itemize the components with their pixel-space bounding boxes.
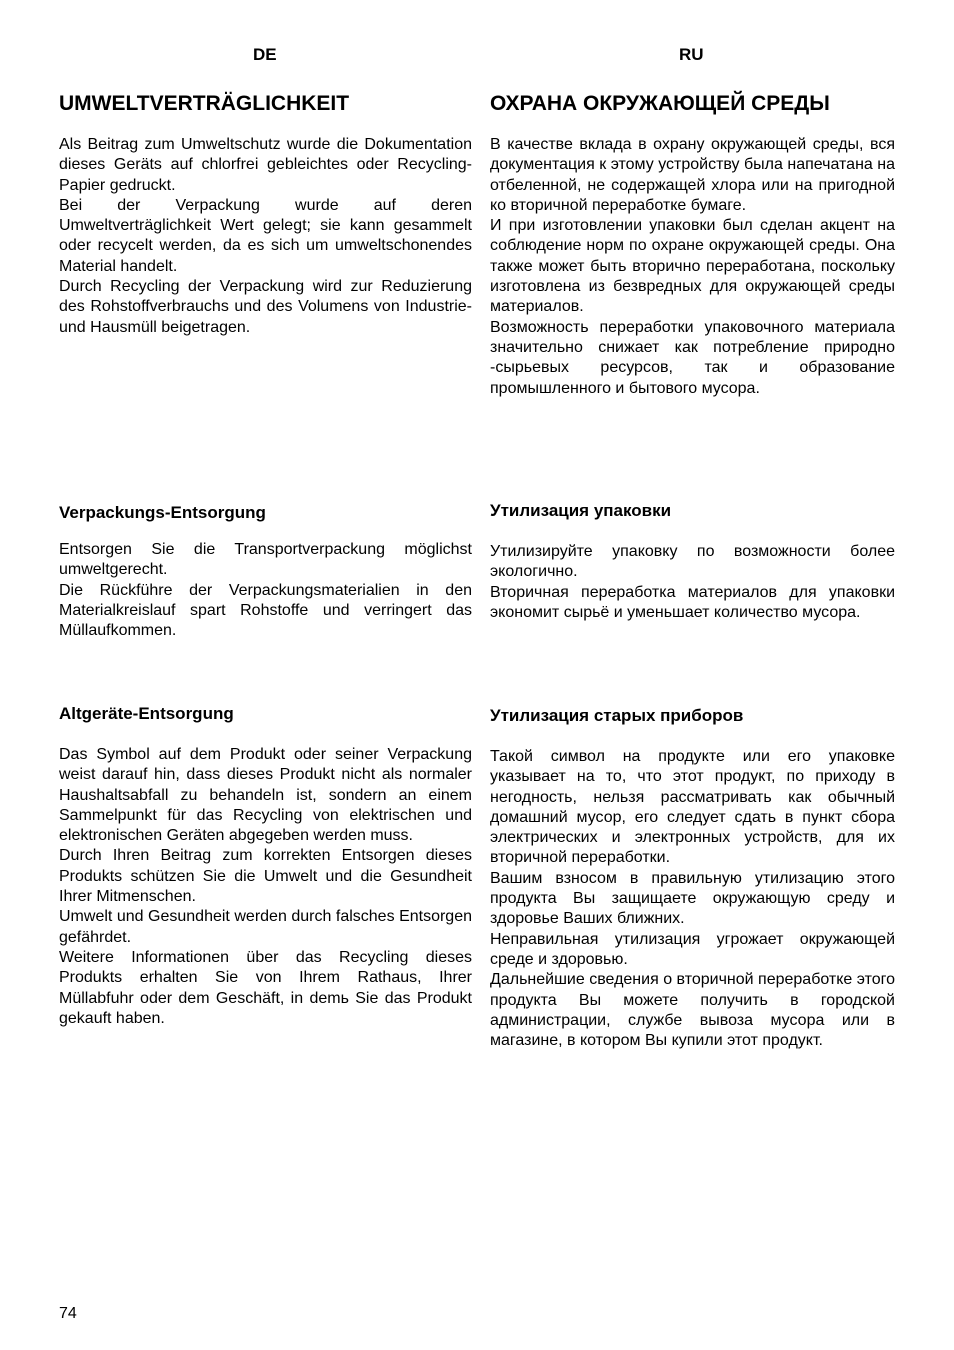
- paragraph: И при изготовлении упаковки был сделан акцент на соблюдение норм по охране окружающей среды. Она также может быть вторично переработана, поскольку изготовлена из безвредных для окружающей среды материалов.: [490, 217, 895, 316]
- paragraph: В качестве вклада в охрану окружающей среды, вся документация к этому устройству была напечатана на отбеленной, не содержащей хлора или на пригодной ко вторичной переработке бумаге.: [490, 136, 895, 214]
- paragraph: Bei der Verpackung wurde auf deren Umweltverträglichkeit Wert gelegt; sie kann gesammelt oder recycelt werden, da es sich um umweltschonendes Material handelt.: [59, 196, 472, 275]
- paragraph: Возможность переработки упаковочного материала значительно снижает как потребление природно -сырьевых ресурсов, так и образование промышленного и бытового мусора.: [490, 318, 895, 397]
- packaging-text-de: [59, 540, 472, 641]
- paragraph: Вторичная переработка материалов для упаковки экономит сырьё и уменьшает количество мусора.: [490, 583, 895, 621]
- paragraph: Umwelt und Gesundheit werden durch falsches Entsorgen gefährdet.: [59, 908, 472, 946]
- language-label-ru: RU: [679, 45, 704, 64]
- packaging-heading-de: Verpackungs-Entsorgung: [59, 503, 266, 522]
- section-title-ru: ОХРАНА ОКРУЖАЮЩЕЙ СРЕДЫ: [490, 92, 830, 115]
- paragraph: Durch Ihren Beitrag zum korrekten Entsorgen dieses Produkts schützen Sie die Umwelt und die Gesundheit Ihrer Mitmenschen.: [59, 847, 472, 906]
- packaging-heading-ru: Утилизация упаковки: [490, 501, 672, 520]
- old-appliances-text-de: [59, 745, 472, 1029]
- page-number: 74: [59, 1305, 77, 1322]
- paragraph: Утилизируйте упаковку по возможности более экологично.: [490, 543, 895, 581]
- paragraph: Durch Recycling der Verpackung wird zur Reduzierung des Rohstoffverbrauchs und des Volumens von Industrie- und Hausmüll beigetragen.: [59, 278, 472, 336]
- paragraph: Дальнейшие сведения о вторичной переработке этого продукта Вы можете получить в городской администрации, службе вывоза мусора или в магазине, в котором Вы купили этот продукт.: [490, 971, 895, 1050]
- intro-text-ru: [490, 135, 895, 399]
- old-appliances-heading-ru: Утилизация старых приборов: [490, 706, 744, 725]
- packaging-text-ru: [490, 542, 895, 623]
- paragraph: Die Rückführe der Verpackungsmaterialien in den Materialkreislauf spart Rohstoffe und verringert das Müllaufkommen.: [59, 581, 472, 640]
- language-label-de: DE: [253, 45, 277, 64]
- section-title-de: UMWELTVERTRÄGLICHKEIT: [59, 92, 350, 115]
- intro-text-de: [59, 135, 472, 338]
- paragraph: Вашим взносом в правильную утилизацию этого продукта Вы защищаете окружающую среду и здоровье Ваших ближних.: [490, 869, 895, 928]
- paragraph: Такой символ на продукте или его упаковке указывает на то, что этот продукт, по приходу в негодность, нельзя рассматривать как обычный домашний мусор, его следует сдать в пункт сбора электрических и электронных устройств, для их вторичной переработки.: [490, 748, 895, 867]
- paragraph: Неправильная утилизация угрожает окружающей среде и здоровью.: [490, 930, 895, 968]
- paragraph: Weitere Informationen über das Recycling dieses Produkts erhalten Sie von Ihrem Rathaus, Ihrer Müllabfuhr oder dem Geschäft, in demь Sie das Produkt gekauft haben.: [59, 948, 472, 1027]
- old-appliances-heading-de: Altgeräte-Entsorgung: [59, 704, 234, 723]
- old-appliances-text-ru: [490, 747, 895, 1051]
- paragraph: Entsorgen Sie die Transportverpackung möglichst umweltgerecht.: [59, 541, 472, 579]
- paragraph: Das Symbol auf dem Produkt oder seiner Verpackung weist darauf hin, dass dieses Produkt nicht als normaler Haushaltsabfall zu behandeln ist, sondern an einem Sammelpunkt für das Recycling von elektrischen und elektronischen Geräten abgegeben werden muss.: [59, 746, 472, 845]
- paragraph: Als Beitrag zum Umweltschutz wurde die Dokumentation dieses Geräts auf chlorfrei gebleichtes oder Recycling-Papier gedruckt.: [59, 136, 472, 194]
